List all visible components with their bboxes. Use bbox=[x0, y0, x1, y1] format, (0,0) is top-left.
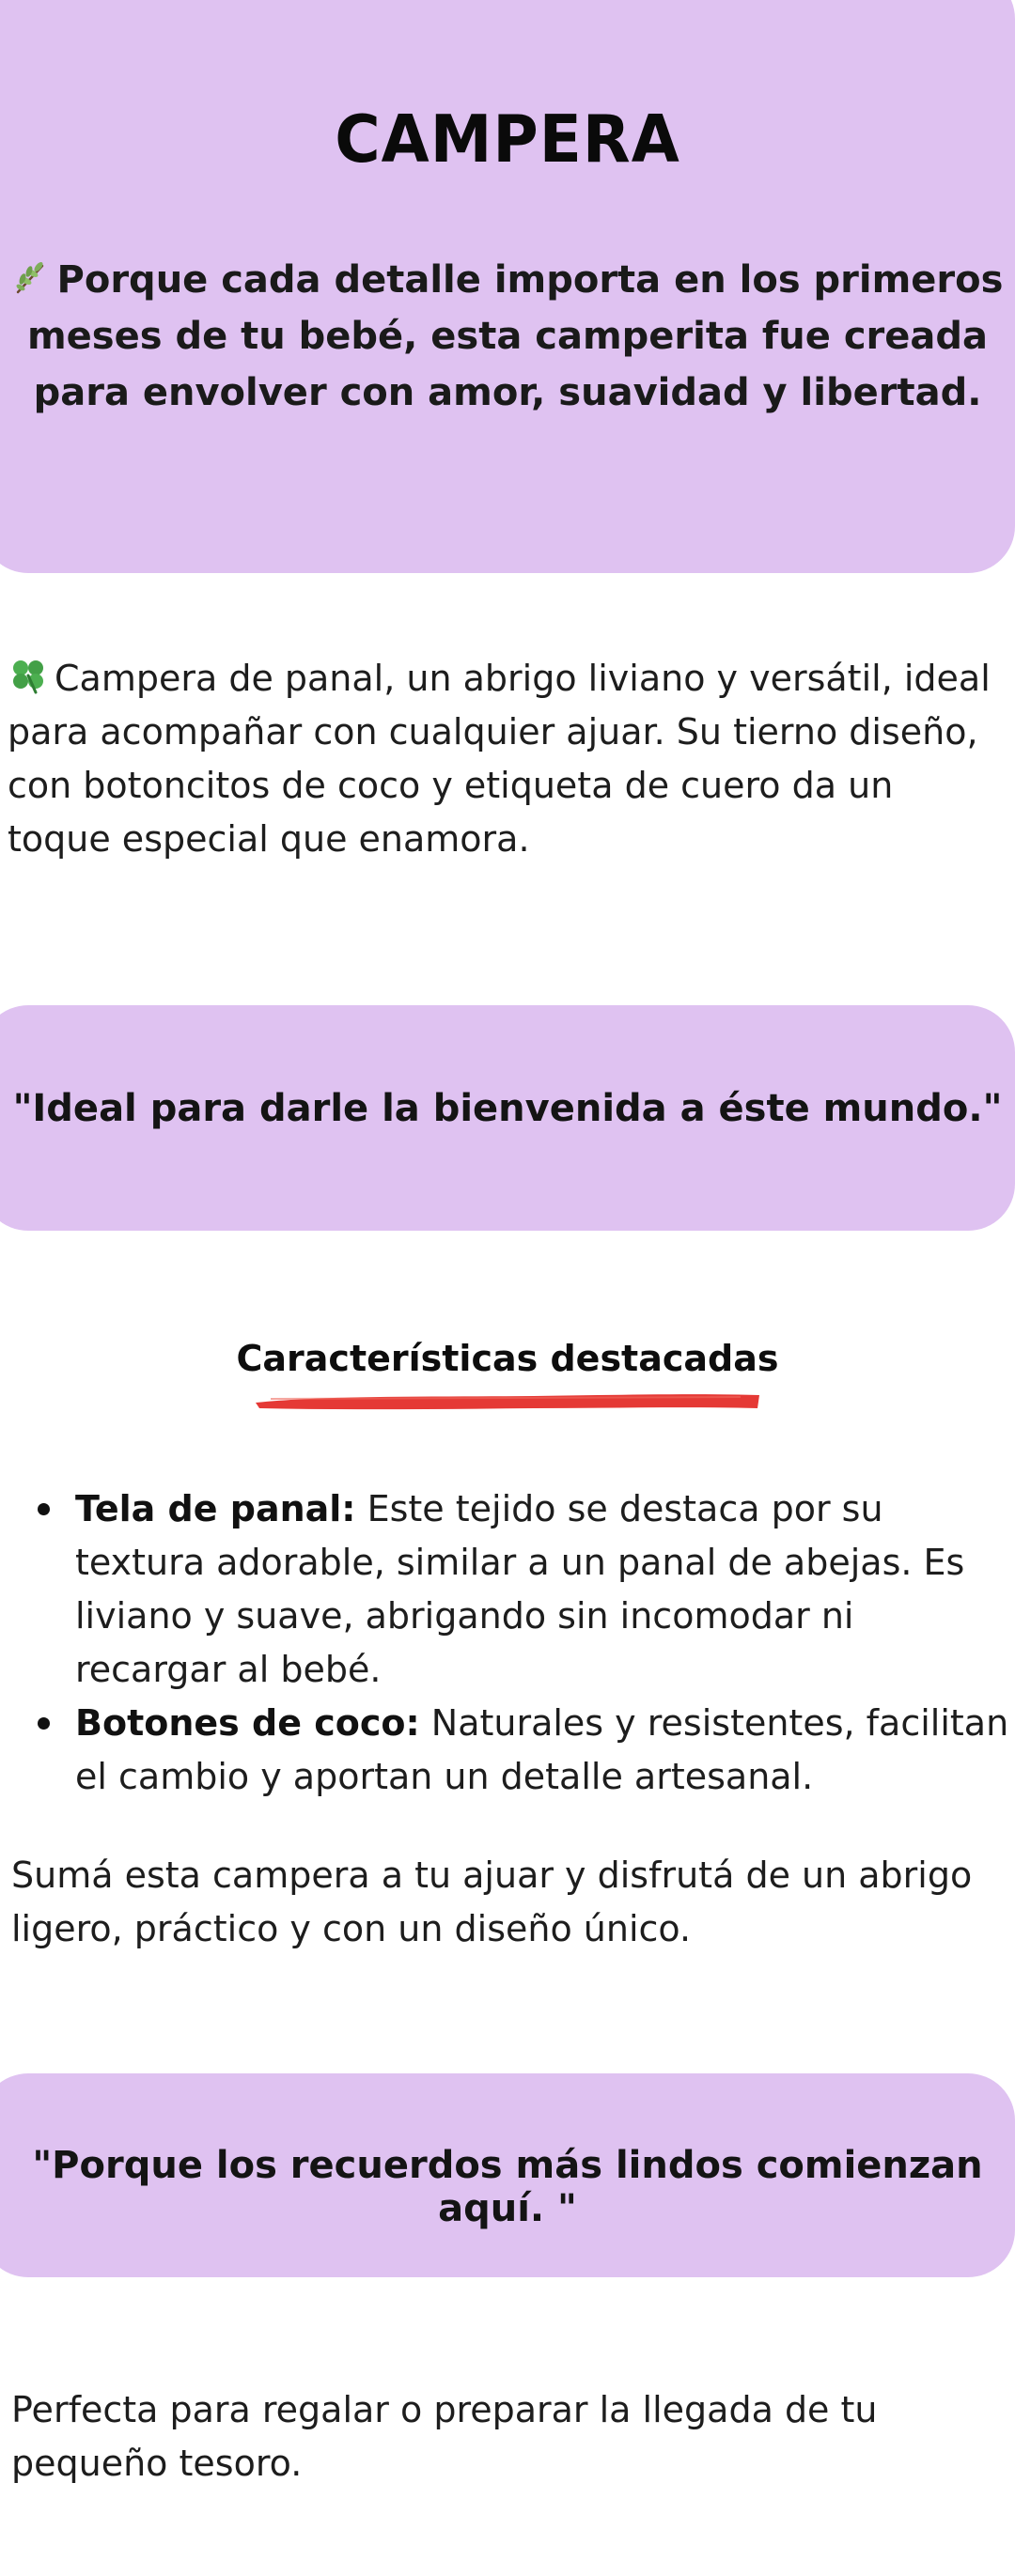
intro-text: Campera de panal, un abrigo liviano y versátil, ideal para acompañar con cualquier ajuar. Su tierno diseño, con botoncitos de coco y etiqueta de cuero da un toque especial que enamora. bbox=[8, 658, 991, 860]
hero-subtitle bbox=[0, 252, 1015, 421]
page-title: CAMPERA bbox=[335, 101, 680, 178]
quote-text: "Porque los recuerdos más lindos comienzan aquí. " bbox=[32, 2144, 983, 2230]
hero-subtitle-text: Porque cada detalle importa en los primeros meses de tu bebé, esta camperita fue creada para envolver con amor, suavidad y libertad. bbox=[26, 258, 1004, 414]
features-list bbox=[75, 1482, 1010, 1804]
quote-text: "Ideal para darle la bienvenida a éste mundo." bbox=[12, 1087, 1003, 1130]
summary-paragraph: Sumá esta campera a tu ajuar y disfrutá de un abrigo ligero, práctico y con un diseño único. bbox=[11, 1854, 973, 1949]
herb-sprig-icon bbox=[12, 258, 50, 296]
bullet-icon bbox=[38, 1503, 50, 1515]
intro-paragraph bbox=[8, 652, 1004, 866]
feature-description: Naturales y resistentes, facilitan el cambio y aportan un detalle artesanal. bbox=[75, 1702, 1009, 1797]
closing-paragraph: Perfecta para regalar o preparar la llegada de tu pequeño tesoro. bbox=[11, 2389, 878, 2484]
list-item bbox=[75, 1482, 1010, 1697]
bullet-icon bbox=[38, 1717, 50, 1730]
feature-name: Botones de coco: bbox=[75, 1702, 420, 1744]
list-item bbox=[75, 1697, 1010, 1804]
feature-description: Este tejido se destaca por su textura adorable, similar a un panal de abejas. Es liviano y suave, abrigando sin incomodar ni recargar al bebé. bbox=[75, 1488, 965, 1690]
brush-underline bbox=[252, 1388, 763, 1414]
feature-name: Tela de panal: bbox=[75, 1488, 356, 1529]
features-heading: Características destacadas bbox=[236, 1338, 779, 1379]
four-leaf-clover-icon bbox=[8, 655, 49, 696]
